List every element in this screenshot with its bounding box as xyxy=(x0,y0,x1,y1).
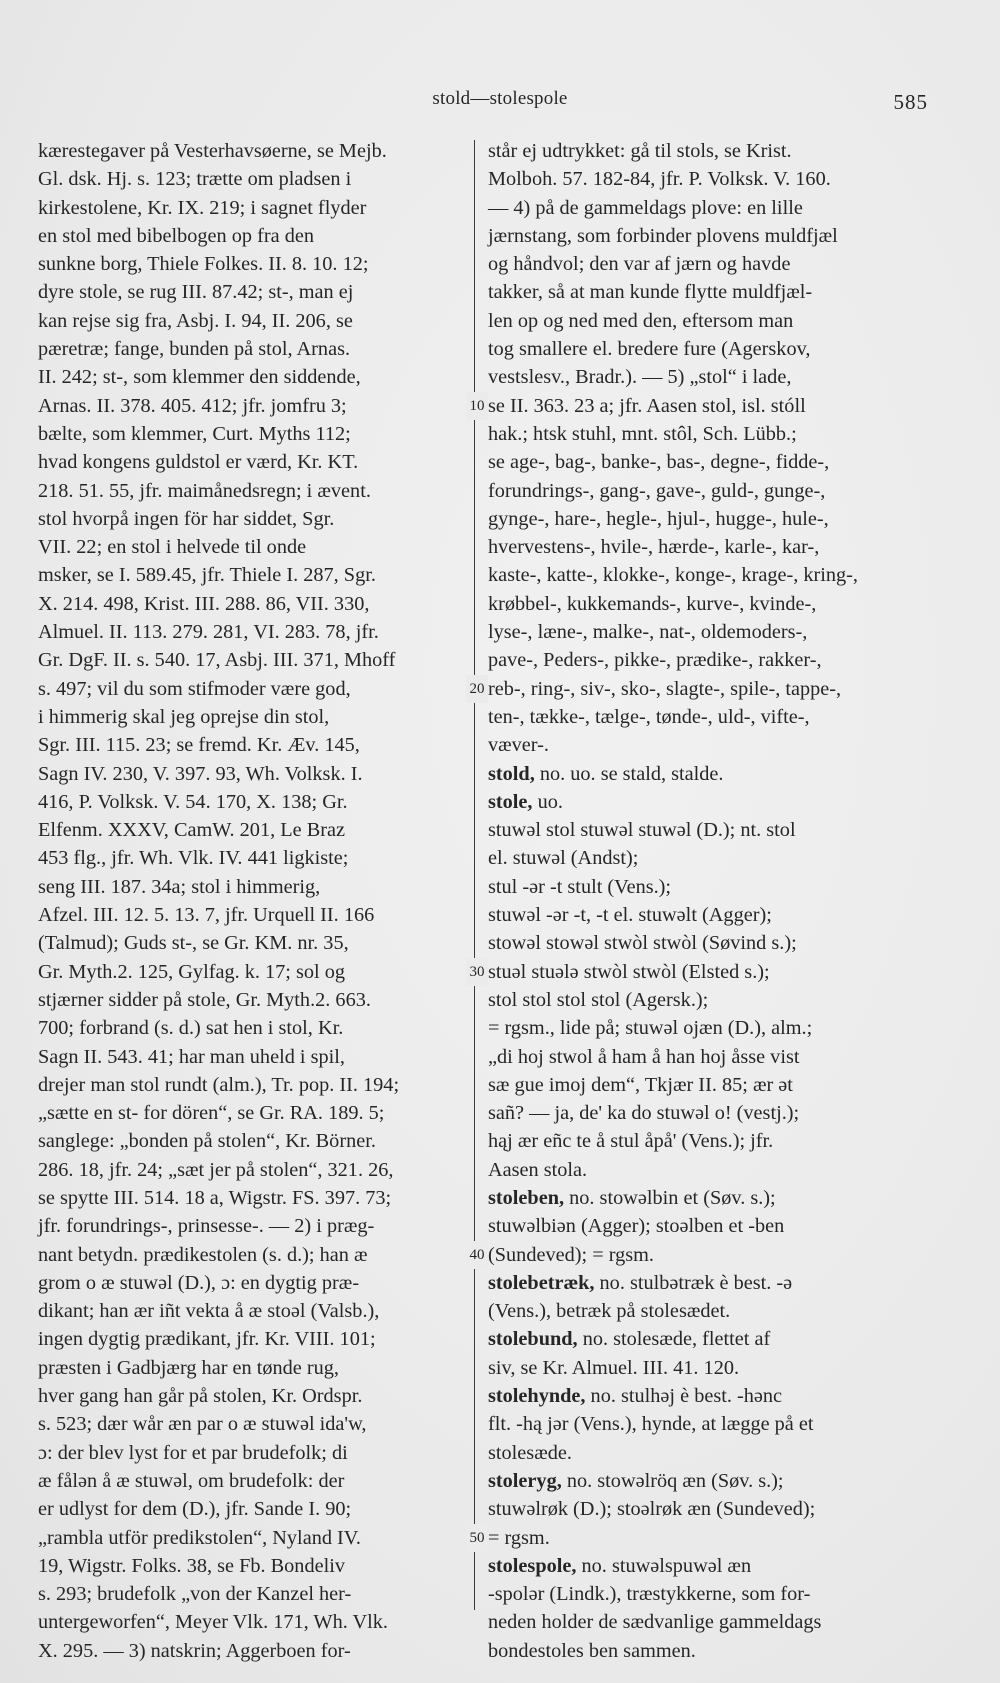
headword: stold, xyxy=(488,762,535,785)
line-marker: 30 xyxy=(466,958,488,986)
left-column-line: i himmerig skal jeg oprejse din stol, xyxy=(38,705,330,728)
right-column-line: lyse-, læne-, malke-, nat-, oldemoders-, xyxy=(488,621,808,644)
right-column-line: = rgsm., lide på; stuwəl ojæn (D.), alm.; xyxy=(488,1017,813,1040)
left-column-line: æ fålən å æ stuwəl, om brudefolk: der xyxy=(38,1469,345,1492)
right-column-line: stold, no. uo. se stald, stalde. xyxy=(488,762,724,785)
right-column-line: stuəl stuələ stwòl stwòl (Elsted s.); xyxy=(488,960,770,983)
right-column-line: kaste-, katte-, klokke-, konge-, krage-, kring-, xyxy=(488,564,858,587)
left-column xyxy=(38,137,468,1665)
left-column-line: Sagn II. 543. 41; har man uheld i spil, xyxy=(38,1045,345,1068)
left-column-line: pæretræ; fange, bunden på stol, Arnas. xyxy=(38,338,351,361)
headword: stolehynde, xyxy=(488,1385,586,1408)
left-column-line: Gl. dsk. Hj. s. 123; trætte om pladsen i xyxy=(38,168,352,191)
headword: stolespole, xyxy=(488,1554,577,1577)
right-column xyxy=(488,137,930,1665)
left-column-line: Gr. Myth.2. 125, Gylfag. k. 17; sol og xyxy=(38,960,346,983)
right-column-line: (Vens.), betræk på stolesædet. xyxy=(488,1300,731,1323)
left-column-line: s. 293; brudefolk „von der Kanzel her- xyxy=(38,1583,352,1606)
right-column-line: siv, se Kr. Almuel. III. 41. 120. xyxy=(488,1356,740,1379)
left-column-line: X. 295. — 3) natskrin; Aggerboen for- xyxy=(38,1639,351,1662)
headword: stoleben, xyxy=(488,1186,565,1209)
right-column-line: — 4) på de gammeldags plove: en lille xyxy=(488,196,803,219)
left-column-line: X. 214. 498, Krist. III. 288. 86, VII. 330, xyxy=(38,592,370,615)
right-column-line: stuwəlrøk (D.); stoəlrøk æn (Sundeved); xyxy=(488,1498,816,1521)
line-marker: 20 xyxy=(466,675,488,703)
left-column-line: Sgr. III. 115. 23; se fremd. Kr. Æv. 145, xyxy=(38,734,360,757)
headword: stoleryg, xyxy=(488,1469,562,1492)
right-column-line: gynge-, hare-, hegle-, hjul-, hugge-, hule-, xyxy=(488,507,829,530)
right-column-line: hvervestens-, hvile-, hærde-, karle-, kar-, xyxy=(488,536,820,559)
right-column-line: stol stol stol stol (Agersk.); xyxy=(488,988,709,1011)
left-column-line: drejer man stol rundt (alm.), Tr. pop. II. 194; xyxy=(38,1073,400,1096)
left-column-line: præsten i Gadbjærg har en tønde rug, xyxy=(38,1356,339,1379)
right-column-line: (Sundeved); = rgsm. xyxy=(488,1243,654,1266)
left-column-line: 286. 18, jfr. 24; „sæt jer på stolen“, 321. 26, xyxy=(38,1158,394,1181)
left-column-line: Sagn IV. 230, V. 397. 93, Wh. Volksk. I. xyxy=(38,762,363,785)
right-column-line: stoleben, no. stowəlbin et (Søv. s.); xyxy=(488,1186,776,1209)
right-column-line: forundrings-, gang-, gave-, guld-, gunge-, xyxy=(488,479,826,502)
right-column-line: stowəl stowəl stwòl stwòl (Søvind s.); xyxy=(488,932,797,955)
left-column-line: kan rejse sig fra, Asbj. I. 94, II. 206, se xyxy=(38,309,353,332)
left-column-line: hver gang han går på stolen, Kr. Ordspr. xyxy=(38,1385,363,1408)
left-column-line: kærestegaver på Vesterhavsøerne, se Mejb. xyxy=(38,140,387,162)
right-column-line: stuwəlbiən (Agger); stoəlben et -ben xyxy=(488,1215,785,1238)
right-column-line: len op og ned med den, eftersom man xyxy=(488,309,794,332)
right-column-line: står ej udtrykket: gå til stols, se Krist. xyxy=(488,140,792,162)
right-column-line: stuwəl -ər -t, -t el. stuwəlt (Agger); xyxy=(488,904,772,927)
line-marker: 40 xyxy=(466,1241,488,1269)
left-column-line: hvad kongens guldstol er værd, Kr. KT. xyxy=(38,451,359,474)
left-column-line: kirkestolene, Kr. IX. 219; i sagnet flyder xyxy=(38,196,367,219)
right-column-line: sæ gue imoj dem“, Tkjær II. 85; ær ət xyxy=(488,1073,793,1096)
right-column-line: stoleryg, no. stowəlröq æn (Søv. s.); xyxy=(488,1469,784,1492)
left-column-line: s. 497; vil du som stifmoder være god, xyxy=(38,677,351,700)
left-column-line: en stol med bibelbogen op fra den xyxy=(38,224,314,247)
left-column-line: Arnas. II. 378. 405. 412; jfr. jomfru 3; xyxy=(38,394,347,417)
left-column-line: 218. 51. 55, jfr. maimånedsregn; i ævent. xyxy=(38,479,371,502)
left-column-line: „sætte en st- for dören“, se Gr. RA. 189. 5; xyxy=(38,1102,385,1125)
right-column-line: „di hoj stwol å ham å han hoj åsse vist xyxy=(488,1045,800,1068)
left-column-line: 19, Wigstr. Folks. 38, se Fb. Bondeliv xyxy=(38,1554,346,1577)
left-column-line: se spytte III. 514. 18 a, Wigstr. FS. 397. 73; xyxy=(38,1186,392,1209)
left-column-line: (Talmud); Guds st-, se Gr. KM. nr. 35, xyxy=(38,932,349,955)
left-column-line: Elfenm. XXXV, CamW. 201, Le Braz xyxy=(38,819,345,842)
right-column-line: pave-, Peders-, pikke-, prædike-, rakker-, xyxy=(488,649,822,672)
right-column-line: stolesæde. xyxy=(488,1441,572,1464)
right-column-line: og håndvol; den var af jærn og havde xyxy=(488,253,791,276)
right-column-line: ten-, tække-, tælge-, tønde-, uld-, vifte-, xyxy=(488,705,810,728)
line-marker: 10 xyxy=(466,392,488,420)
right-column-line: reb-, ring-, siv-, sko-, slagte-, spile-, tappe-, xyxy=(488,677,842,700)
left-column-line: untergeworfen“, Meyer Vlk. 171, Wh. Vlk. xyxy=(38,1611,388,1634)
left-column-line: 700; forbrand (s. d.) sat hen i stol, Kr. xyxy=(38,1017,344,1040)
right-column-line: stolehynde, no. stulhəj è best. -hənc xyxy=(488,1385,783,1408)
left-column-line: er udlyst for dem (D.), jfr. Sande I. 90; xyxy=(38,1498,352,1521)
right-column-line: se age-, bag-, banke-, bas-, degne-, fidde-, xyxy=(488,451,830,474)
right-column-line: tog smallere el. bredere fure (Agerskov, xyxy=(488,338,811,361)
right-column-line: takker, så at man kunde flytte muldfjæl- xyxy=(488,281,813,304)
right-column-line: stole, uo. xyxy=(488,790,563,813)
right-column-line: Aasen stola. xyxy=(488,1158,588,1181)
left-column-line: nant betydn. prædikestolen (s. d.); han æ xyxy=(38,1243,368,1266)
right-column-line: se II. 363. 23 a; jfr. Aasen stol, isl. stóll xyxy=(488,394,806,417)
right-column-line: stolespole, no. stuwəlspuwəl æn xyxy=(488,1554,752,1577)
right-column-line: el. stuwəl (Andst); xyxy=(488,847,639,870)
right-column-line: stul -ər -t stult (Vens.); xyxy=(488,875,672,898)
left-column-line: sunkne borg, Thiele Folkes. II. 8. 10. 12; xyxy=(38,253,369,276)
headword: stole, xyxy=(488,790,533,813)
column-divider xyxy=(474,140,475,1610)
right-column-line: jærnstang, som forbinder plovens muldfjæl xyxy=(488,224,838,247)
headword: stolebetræk, xyxy=(488,1271,595,1294)
left-column-line: stjærner sidder på stole, Gr. Myth.2. 663. xyxy=(38,988,371,1011)
right-column-line: Molboh. 57. 182-84, jfr. P. Volksk. V. 160. xyxy=(488,168,831,191)
right-column-line: sañ? — ja, de' ka do stuwəl o! (vestj.); xyxy=(488,1102,800,1125)
right-column-line: krøbbel-, kukkemands-, kurve-, kvinde-, xyxy=(488,592,817,615)
left-column-line: stol hvorpå ingen för har siddet, Sgr. xyxy=(38,507,335,530)
left-column-line: 453 flg., jfr. Wh. Vlk. IV. 441 ligkiste; xyxy=(38,847,349,870)
left-column-line: grom o æ stuwəl (D.), ɔ: en dygtig præ- xyxy=(38,1271,360,1294)
headword: stolebund, xyxy=(488,1328,578,1351)
right-column-line: stolebund, no. stolesæde, flettet af xyxy=(488,1328,771,1351)
left-column-line: dyre stole, se rug III. 87.42; st-, man ej xyxy=(38,281,354,304)
right-column-line: stuwəl stol stuwəl stuwəl (D.); nt. stol xyxy=(488,819,796,842)
page-number: 585 xyxy=(893,90,928,114)
right-column-line: væver-. xyxy=(488,734,549,757)
left-column-line: II. 242; st-, som klemmer den siddende, xyxy=(38,366,361,389)
right-column-line: stolebetræk, no. stulbətræk è best. -ə xyxy=(488,1271,793,1294)
right-column-line: = rgsm. xyxy=(488,1526,550,1549)
right-column-line: hak.; htsk stuhl, mnt. stôl, Sch. Lübb.; xyxy=(488,422,797,445)
left-column-line: ɔ: der blev lyst for et par brudefolk; di xyxy=(38,1441,348,1464)
right-column-line: neden holder de sædvanlige gammeldags xyxy=(488,1611,822,1634)
left-column-line: bælte, som klemmer, Curt. Myths 112; xyxy=(38,422,351,445)
left-column-line: s. 523; dær wår æn par o æ stuwəl ida'w, xyxy=(38,1413,367,1436)
left-column-line: ingen dygtig prædikant, jfr. Kr. VIII. 101; xyxy=(38,1328,376,1351)
right-column-line: -spolər (Lindk.), træstykkerne, som for- xyxy=(488,1583,811,1606)
left-column-line: msker, se I. 589.45, jfr. Thiele I. 287, Sgr. xyxy=(38,564,376,587)
left-column-line: dikant; han ær iñt vekta å æ stoəl (Valsb.), xyxy=(38,1300,380,1323)
left-column-line: 416, P. Volksk. V. 54. 170, X. 138; Gr. xyxy=(38,790,348,813)
left-column-line: jfr. forundrings-, prinsesse-. — 2) i præg- xyxy=(38,1215,375,1238)
left-column-line: Gr. DgF. II. s. 540. 17, Asbj. III. 371, Mhoff xyxy=(38,649,396,672)
right-column-line: flt. -hą jər (Vens.), hynde, at lægge på et xyxy=(488,1413,814,1436)
left-column-line: Afzel. III. 12. 5. 13. 7, jfr. Urquell II. 166 xyxy=(38,904,375,927)
running-head: stold—stolespole xyxy=(432,88,568,109)
left-column-line: sanglege: „bonden på stolen“, Kr. Börner. xyxy=(38,1130,376,1153)
left-column-line: Almuel. II. 113. 279. 281, VI. 283. 78, jfr. xyxy=(38,621,379,644)
right-column-line: bondestoles ben sammen. xyxy=(488,1639,696,1662)
left-column-line: „rambla utför predikstolen“, Nyland IV. xyxy=(38,1526,361,1549)
right-column-line: vestslesv., Bradr.). — 5) „stol“ i lade, xyxy=(488,366,792,389)
line-marker: 50 xyxy=(466,1524,488,1552)
right-column-line: hąj ær eñc te å stul åpå' (Vens.); jfr. xyxy=(488,1130,774,1153)
left-column-line: VII. 22; en stol i helvede til onde xyxy=(38,536,307,559)
left-column-line: seng III. 187. 34a; stol i himmerig, xyxy=(38,875,321,898)
